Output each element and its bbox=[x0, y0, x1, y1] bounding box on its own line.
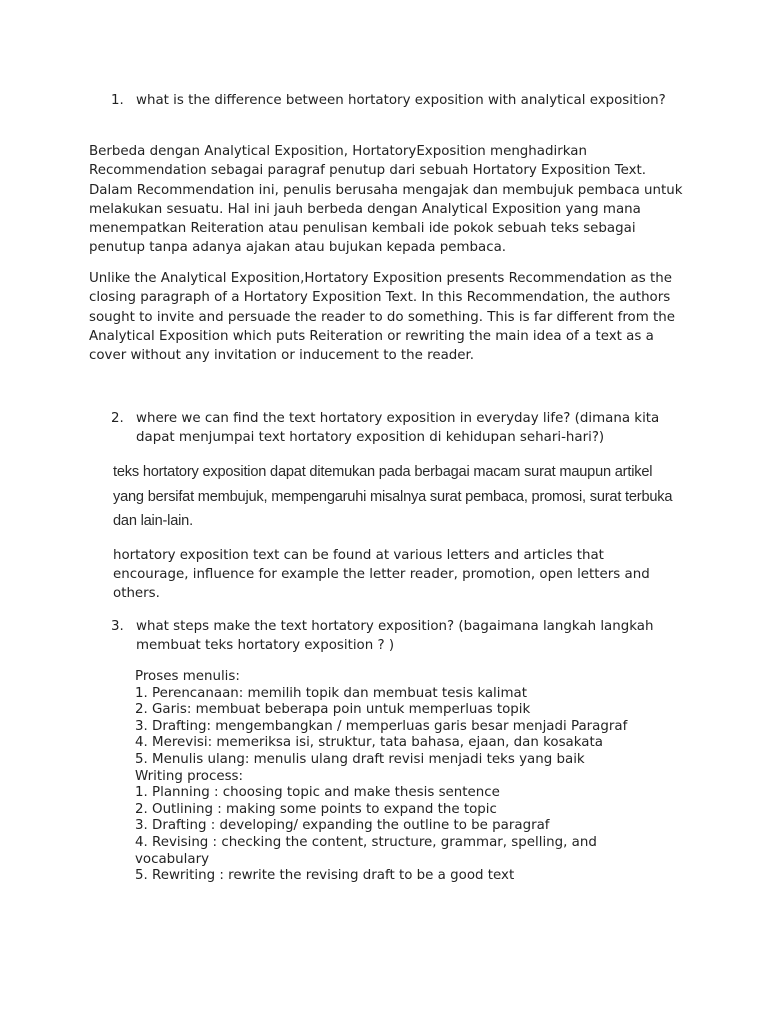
question-1-text: what is the difference between hortatory exposition with analytical exposition? bbox=[136, 93, 666, 108]
question-1-number: 1. bbox=[111, 93, 124, 108]
writing-process-block bbox=[135, 669, 695, 885]
process-english-step: 1. Planning : choosing topic and make thesis sentence bbox=[135, 785, 500, 801]
answer-1-english bbox=[89, 269, 689, 365]
answer-2-indonesian bbox=[113, 460, 673, 534]
process-english-step: 5. Rewriting : rewrite the revising draft to be a good text bbox=[135, 868, 515, 884]
process-indonesian-step: 1. Perencanaan: memilih topik dan membuat tesis kalimat bbox=[135, 685, 527, 701]
question-2-number: 2. bbox=[111, 411, 124, 426]
process-indonesian-step: 2. Garis: membuat beberapa poin untuk memperluas topik bbox=[135, 702, 531, 718]
process-indonesian-step: 4. Merevisi: memeriksa isi, struktur, tata bahasa, ejaan, dan kosakata bbox=[135, 735, 603, 751]
answer-2-indonesian-text: teks hortatory exposition dapat ditemukan pada berbagai macam surat maupun artikel yang bersifat membujuk, mempengaruhi misalnya surat pembaca, promosi, surat terbuka dan lain-lain. bbox=[113, 464, 673, 529]
question-2 bbox=[111, 409, 691, 447]
question-2-text: where we can find the text hortatory exposition in everyday life? (dimana kita dapat menjumpai text hortatory exposition di kehidupan sehari-hari?) bbox=[136, 411, 660, 445]
process-english-title: Writing process: bbox=[135, 768, 244, 784]
process-english-step: 3. Drafting : developing/ expanding the outline to be paragraf bbox=[135, 818, 550, 834]
process-english-step: 2. Outlining : making some points to expand the topic bbox=[135, 801, 497, 817]
process-indonesian-step: 5. Menulis ulang: menulis ulang draft revisi menjadi teks yang baik bbox=[135, 751, 585, 767]
question-3-text: what steps make the text hortatory exposition? (bagaimana langkah langkah membuat teks hortatory exposition ? ) bbox=[136, 619, 654, 653]
answer-2-english-text: hortatory exposition text can be found at various letters and articles that encourage, influence for example the letter reader, promotion, open letters and others. bbox=[113, 548, 650, 601]
answer-2-english bbox=[113, 546, 683, 603]
question-3 bbox=[111, 617, 691, 655]
question-1 bbox=[111, 91, 691, 110]
answer-1-indonesian-text: Berbeda dengan Analytical Exposition, HortatoryExposition menghadirkan Recommendation sebagai paragraf penutup dari sebuah Hortatory Exposition Text. Dalam Recommendation ini, penulis berusaha mengajak dan membujuk pembaca untuk melakukan sesuatu. Hal ini jauh berbeda dengan Analytical Exposition yang mana menempatkan Reiteration atau penulisan kembali ide pokok sebuah teks sebagai penutup tanpa adanya ajakan atau bujukan kepada pembaca. bbox=[89, 144, 683, 256]
process-english-step: 4. Revising : checking the content, structure, grammar, spelling, and vocabulary bbox=[135, 834, 597, 867]
process-indonesian-step: 3. Drafting: mengembangkan / memperluas garis besar menjadi Paragraf bbox=[135, 718, 628, 734]
question-3-number: 3. bbox=[111, 619, 124, 634]
answer-1-english-text: Unlike the Analytical Exposition,Hortatory Exposition presents Recommendation as the closing paragraph of a Hortatory Exposition Text. In this Recommendation, the authors sought to invite and persuade the reader to do something. This is far different from the Analytical Exposition which puts Reiteration or rewriting the main idea of a text as a cover without any invitation or inducement to the reader. bbox=[89, 271, 676, 364]
answer-1-indonesian bbox=[89, 142, 689, 258]
process-indonesian-title: Proses menulis: bbox=[135, 669, 240, 684]
